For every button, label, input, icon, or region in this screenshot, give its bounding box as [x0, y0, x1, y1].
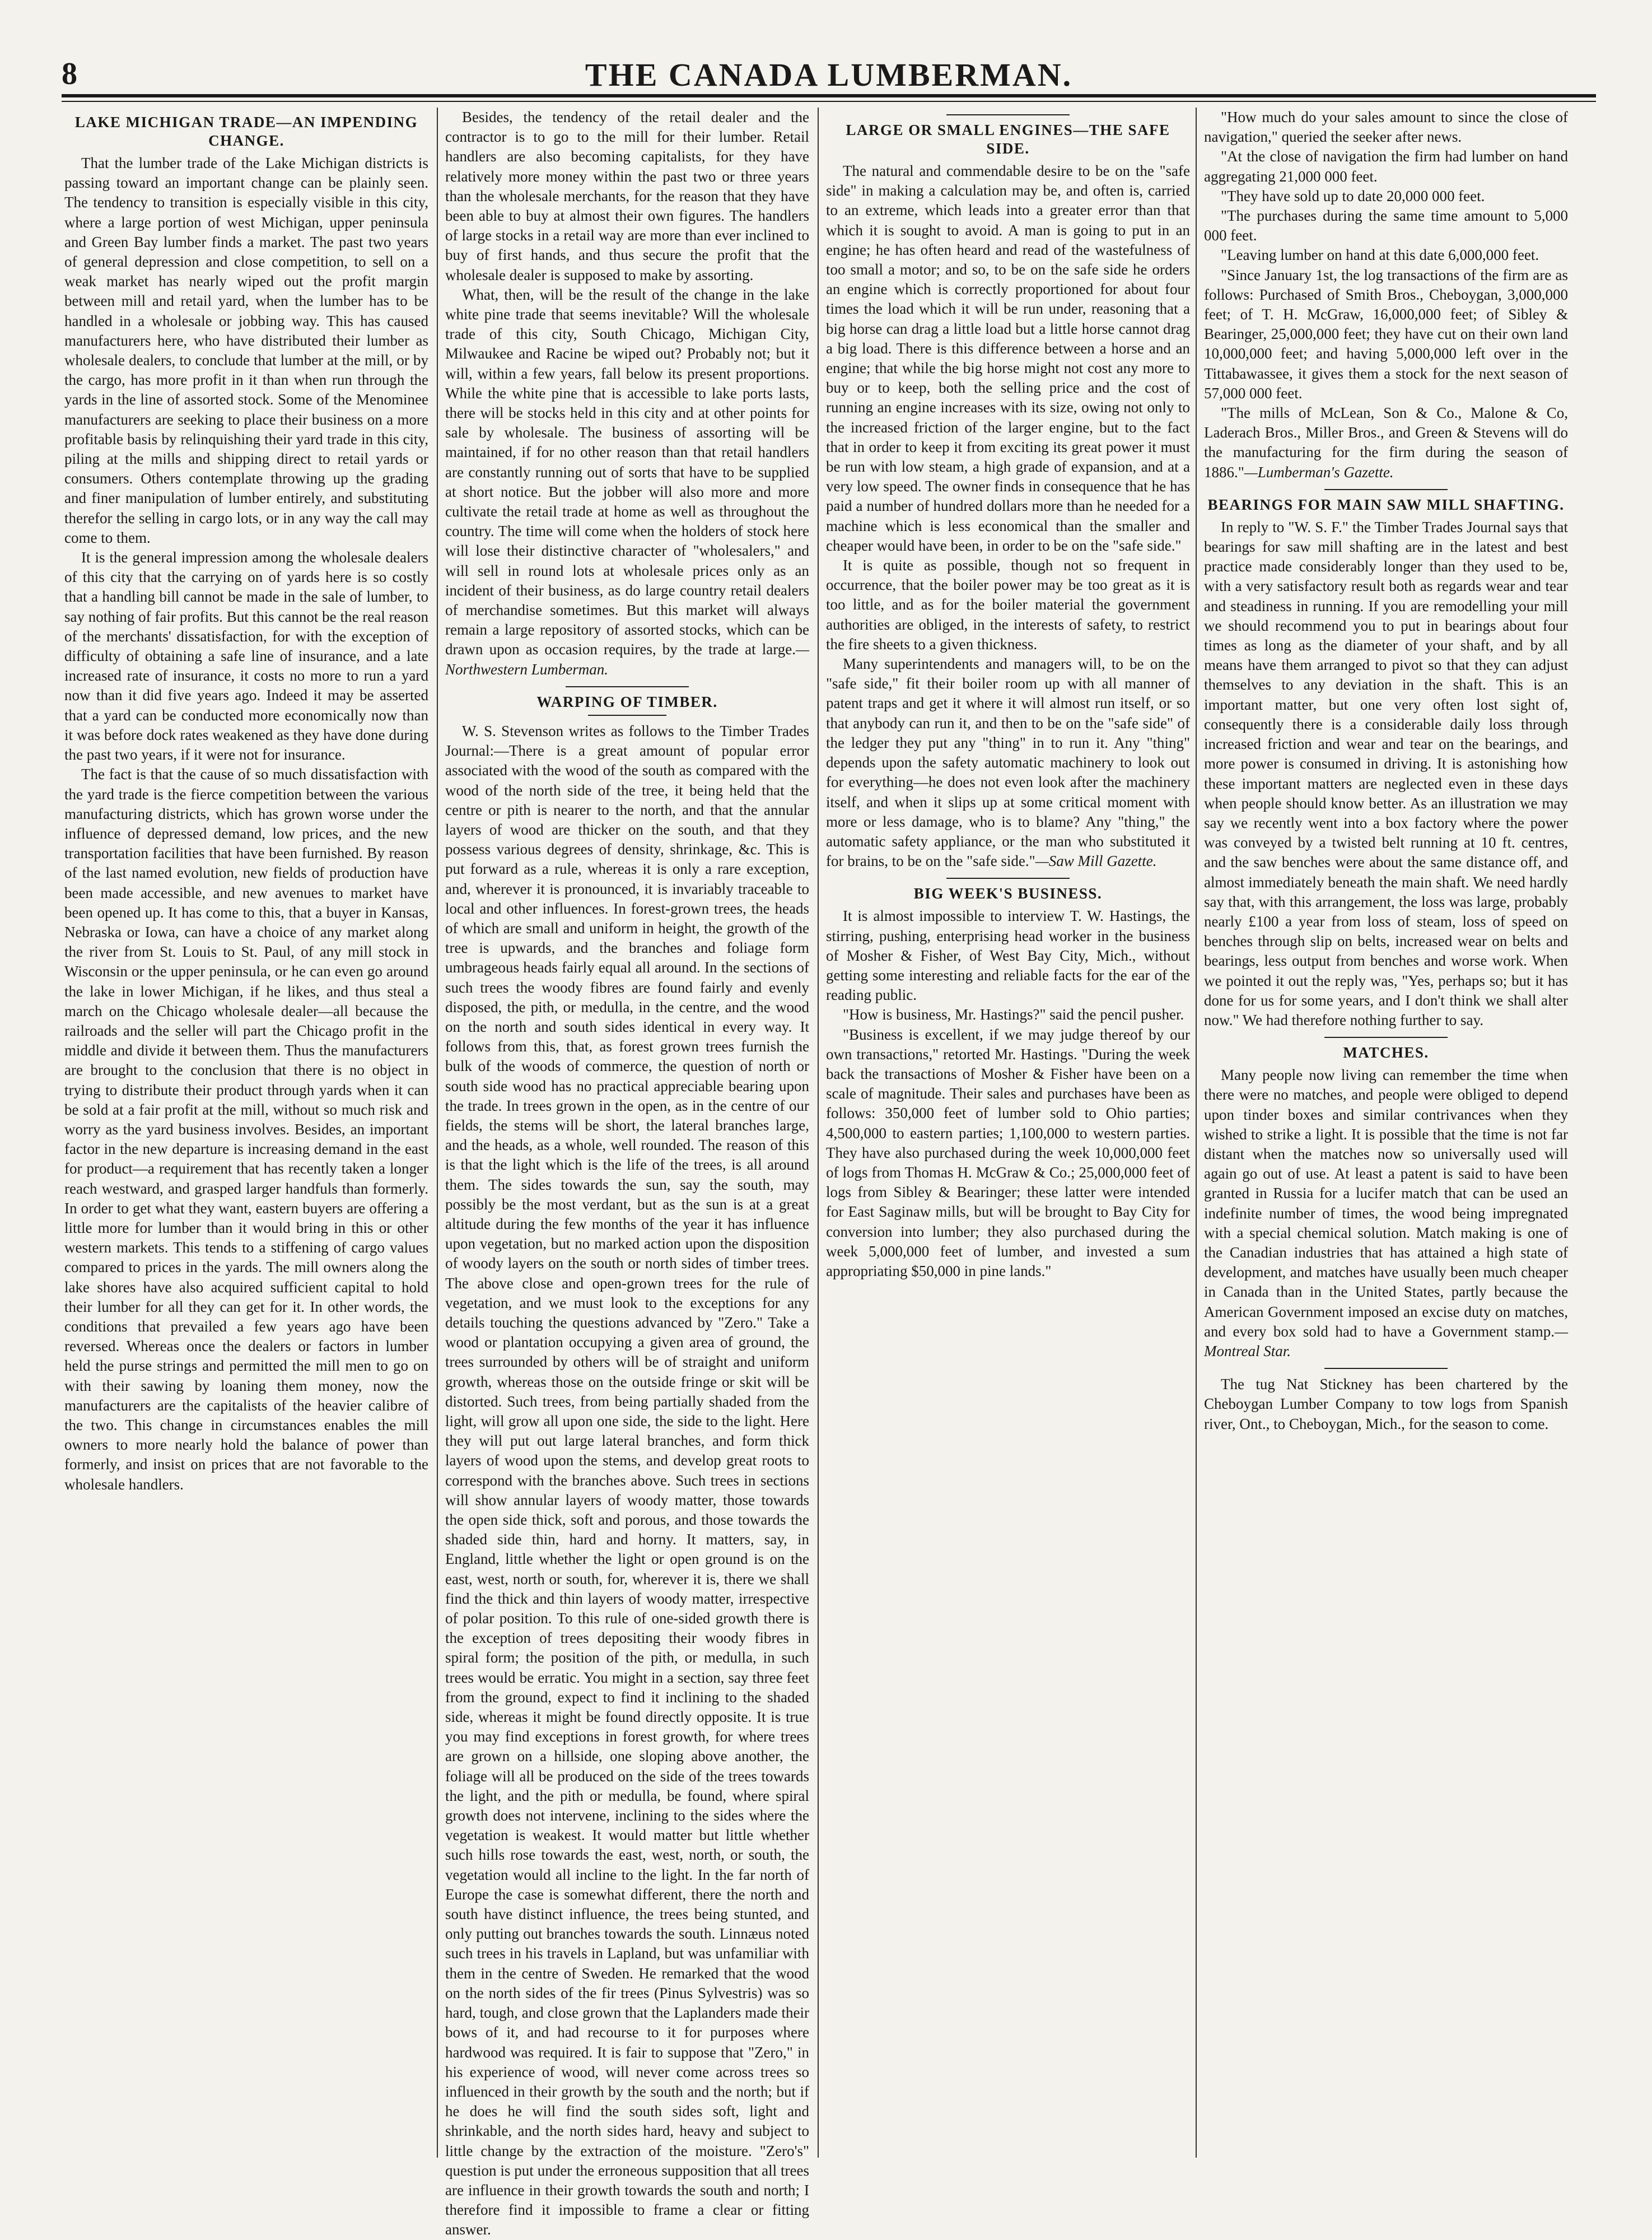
article-title: BEARINGS FOR MAIN SAW MILL SHAFTING. — [1207, 496, 1565, 513]
article-paragraph — [826, 654, 1190, 871]
article-paragraph: "They have sold up to date 20,000 000 feet. — [1221, 187, 1485, 204]
article-paragraph: "How is business, Mr. Hastings?" said the pencil pusher. — [843, 1006, 1184, 1023]
article-paragraph: It is the general impression among the wholesale dealers of this city that the carrying on of yards here is so costly that a handling bill cannot be made in the sale of lumber, to say nothing of fair profits. But this cannot be the real reason of the merchants' dissatisfaction, for with the exception of difficulty of obtaining a safe line of insurance, and a late increased rate of insurance, it costs no more to run a yard now than it did five years ago. Indeed it may be asserted that a yard can be conducted more economically now than it was before dock rates weakened as they have done during the past two years, if it were not for insurance. — [64, 549, 428, 763]
page-number: 8 — [62, 57, 77, 91]
article-credit: —Montreal Star. — [1204, 1322, 1568, 1359]
article-lake-michigan — [64, 113, 428, 1494]
article-separator — [946, 114, 1070, 115]
article-title: MATCHES. — [1343, 1044, 1429, 1061]
article-separator — [566, 686, 689, 687]
article-paragraph: It is quite as possible, though not so frequent in occurrence, that the boiler power may be too great as it is too little, and as for the boiler material the government authorities are obliged, in the interests of safety, to restrict the fire sheets to a given thickness. — [826, 557, 1190, 653]
article-paragraph: "At the close of navigation the firm had lumber on hand aggregating 21,000 000 feet. — [1204, 148, 1568, 185]
article-credit: —Lumberman's Gazette. — [1244, 463, 1394, 481]
column-2 — [445, 108, 809, 2238]
masthead: THE CANADA LUMBERMAN. — [585, 57, 1073, 93]
header-rule — [62, 94, 1596, 97]
column-divider — [1196, 108, 1197, 2158]
column-4 — [1204, 108, 1568, 2158]
article-credit: —Northwestern Lumberman. — [445, 641, 809, 678]
article-paragraph: "Since January 1st, the log transactions of the firm are as follows: Purchased of Smith Bros., Cheboygan, 3,000,000 feet; of T. H. McGraw, 16,000,000 feet; of Sibley & Bearinger, 25,000,000 feet; they have cut on their own land 10,000,000 feet; and having 5,000,000 left over in the Tittabawassee, it gives them a stock for the next season of 57,000 000 feet. — [1204, 266, 1568, 402]
article-paragraph: "How much do your sales amount to since the close of navigation," queried the seeker after news. — [1204, 109, 1568, 146]
article-separator — [1324, 1368, 1448, 1369]
article-paragraph — [445, 285, 809, 679]
column-divider — [818, 108, 819, 2158]
article-title: LARGE OR SMALL ENGINES—THE SAFE SIDE. — [846, 122, 1170, 157]
article-separator — [1324, 1037, 1448, 1038]
article-paragraph: Besides, the tendency of the retail dealer and the contractor is to go to the mill for their lumber. Retail handlers are also becoming capitalists, for they have relatively more money within the past two or three years than the wholesale merchants, for the reason that they have been able to buy at almost their own figures. The handlers of large stocks in a retail way are more than ever inclined to buy of first hands, and thus secure the profit that the wholesale dealer is supposed to make by assorting. — [445, 109, 809, 283]
article-paragraph: "Leaving lumber on hand at this date 6,000,000 feet. — [1221, 246, 1539, 264]
article-matches — [1204, 1044, 1568, 1361]
article-paragraph: "The purchases during the same time amount to 5,000 000 feet. — [1204, 207, 1568, 244]
article-title: WARPING OF TIMBER. — [536, 693, 718, 710]
column-1 — [64, 108, 428, 2158]
article-large-or-small-engines — [826, 121, 1190, 871]
article-text: Many superintendents and managers will, to be on the "safe side," fit their boiler room up with all manner of patent traps and get it where it will almost run itself, or so that anybody can run it, and then to be on the "safe side" of the ledger they put any "thing" in to run it. Any "thing" depends upon the safety automatic machinery to look out for everything—he does not even look after the machinery itself, and when it slips up at some critical moment with more or less damage, who is to blame? Any "thing," the automatic safety appliance, or the man who substituted it for brains, to be on the "safe side." — [826, 655, 1190, 870]
article-paragraph: The fact is that the cause of so much dissatisfaction with the yard trade is the fierce competition between the various manufacturing districts, which has grown worse under the influence of depressed demand, low prices, and the new transportation facilities that have been furnished. By reason of the last named evolution, new fields of production have been made accessible, and new avenues to market have been opened up. It has come to this, that a buyer in Kansas, Nebraska or Iowa, can have a choice of any market along the river from St. Louis to St. Paul, of any mill stock in Wisconsin or the upper peninsula, or he can even go around the lake in lower Michigan, if he likes, and thus steal a march on the Chicago wholesale dealer—all because the railroads and the seller will part the Chicago profit in the middle and divide it between them. Thus the manufacturers are brought to the conclusion that there is no object in trying to distribute their product through yards when it can be sold at a fair profit at the mill, without so much risk and worry as the yard business involves. Besides, an important factor in the new departure is increasing demand in the east for product—a requirement that has recently taken a longer reach westward, and grasped larger handfuls than formerly. In order to get what they want, eastern buyers are offering a little more for lumber than it would bring in this or other western markets. This tends to a stiffening of cargo values compared to prices in the yards. The mill owners along the lake shores have also acquired sufficient capital to hold their lumber for all they can get for it. In other words, the conditions that prevailed a few years ago have been reversed. Whereas once the dealers or factors in lumber held the purse strings and permitted the mill men to go on with their sawing by loaning them money, now the manufacturers are the capitalists of the heavier calibre of the two. This change in circumstances enables the mill owners to more nearly hold the balance of power than formerly, and insist on prices that are not favorable to the wholesale handlers. — [64, 766, 428, 1493]
article-paragraph: It is almost impossible to interview T. W. Hastings, the stirring, pushing, enterprising head worker in the business of Mosher & Fisher, of West Bay City, Mich., without getting some interesting and reliable facts for the ear of the reading public. — [826, 907, 1190, 1004]
article-paragraph: In reply to "W. S. F." the Timber Trades Journal says that bearings for saw mill shafting are in the latest and best practice made considerably longer than they used to be, with a very satisfactory result both as regards wear and tear and steadiness in running. If you are remodelling your mill we should recommend you to put in bearings about four times as long as the diameter of your shaft, and by all means have them arranged to pivot so that they can adjust themselves to any deviation in the shaft. This is an important matter, but one very often lost sight of, consequently there is a considerable daily loss through increased friction and wear and tear on the bearings, and more power is consumed in driving. It is astonishing how these important matters are neglected even in these days when people should know better. As an illustration we may say we recently went into a box factory where the power was conveyed by a twisted belt running at 10 ft. centres, and the saw benches were about the same distance off, and almost immediately beneath the main shaft. We need hardly say that, with this arrangement, the loss was large, probably nearly £100 a year from loss of steam, loss of speed on benches through slip on belts, increased wear on belts and bearings, less output from benches and worse work. When we pointed it out the reply was, "Yes, perhaps so; but it has done for us for some years, and I don't think we shall alter now." We had therefore nothing further to say. — [1204, 518, 1568, 1028]
article-warping-of-timber — [445, 693, 809, 2240]
article-text: Many people now living can remember the time when there were no matches, and people were obliged to depend upon tinder boxes and similar contrivances when they wished to strike a light. It is possible that the time is not far distant when the matches now so universally used will again go out of use. At least a patent is said to have been granted in Russia for a lucifer match that can be used an indefinite number of times, the wood being impregnated with a special chemical solution. Match making is one of the Canadian industries that has attained a high state of development, and matches have usually been much cheaper in Canada than in the United States, partly because the American Government imposed an excise duty on matches, and every box sold had to have a Government stamp. — [1204, 1067, 1568, 1340]
article-paragraph: The natural and commendable desire to be on the "safe side" in making a calculation may be, and often is, carried to an extreme, which leads into a greater error than that which it is sought to avoid. A man is going to put in an engine; he has often heard and read of the wastefulness of too small a motor; and so, to be on the safe side he orders an engine which is correctly proportioned for about four times the load which it will be run under, reasoning that a big horse can drag a little load but a little horse cannot drag a big load. There is this difference between a horse and an engine; that while the big horse might not cost any more to buy or to keep, both the selling price and the cost of running an engine increases with its size, owing not only to the increased friction of the larger engine, but to the fact that in order to keep it from exciting its great power it must be run with low steam, a high grade of expansion, and at a very low speed. The owner finds in consequence that he has paid a number of hundred dollars more than he needed for a machine which is less economical than the smaller and cheaper would have been, in order to be on the "safe side." — [826, 162, 1190, 554]
article-paragraph: W. S. Stevenson writes as follows to the Timber Trades Journal:—There is a great amount of popular error associated with the wood of the south as compared with the wood of the north side of the tree, it being held that the centre or pith is nearer to the north, and that the annular layers of wood are thicker on the south, and that they possess various degrees of density, shrinkage, &c. This is put forward as a rule, whereas it is only a rare exception, and, wherever it is pronounced, it is invariably traceable to local and other influences. In forest-grown trees, the heads of which are small and uniform in height, the growth of the tree is upwards, and the branches and foliage form umbrageous heads fairly equal all around. In the sections of such trees the woody fibres are found fairly and evenly disposed, the pith, or medulla, in the centre, and the wood on the north and south sides identical in every way. It follows from this, that, as forest grown trees furnish the bulk of the woods of commerce, the question of north or south side wood has no practical appreciable bearing upon the trade. In trees grown in the open, as in the centre of our fields, the stems will be short, the lateral branches large, and the heads, as a whole, well rounded. The reason of this is that the light which is the life of the trees, is all around them. The sides towards the sun, say the south, may possibly be the most verdant, but as the sun is at a great altitude during the few months of the year it has influence upon vegetation, but no marked action upon the disposition of woody layers on the south or north sides of timber trees. The above close and open-grown trees for the rule of vegetation, and we must look to the exceptions for any details touching the questions advanced by "Zero." Take a wood or plantation occupying a given area of ground, the trees surrounded by others will be of straight and uniform growth, whereas those on the outside fringe or skit will be distorted. Such trees, from being partially shaded from the light, will grow all upon one side, the side to the light. Here they will put out large lateral branches, and form thick layers of wood upon the stems, and develop great roots to correspond with the branches above. Such trees in sections will show annular layers of woody matter, those towards the open side thick, soft and porous, and those towards the shaded side thin, hard and horny. It matters, say, in England, little whether the light or open ground is on the east, west, north or south, for, wherever it is, there we shall find the thick and thin layers of woody matter, irrespective of polar position. To this rule of one-sided growth there is the exception of trees depositing their woody fibres in spiral form; the position of the pith, or medulla, in such trees would be erratic. You might in a section, say three feet from the ground, expect to find it inclining to the shaded side, whereas it might be found directly opposite. It is true you may find exceptions in forest growth, for where trees are grown on a hillside, one sloping above another, the foliage will all be produced on the side of the trees towards the light, and the pith or medulla, be found, where spiral growth does not intervene, inclining to the sides where the vegetation is weakest. It would matter but little whether such hills rose towards the east, west, north, or south, the vegetation would all incline to the light. In the far north of Europe the case is somewhat different, there the north and south have distinct influence, the trees being stunted, and only putting out branches towards the south. Linnæus noted such trees in his travels in Lapland, but was unfamiliar with them in the centre of Sweden. He remarked that the wood on the north sides of the fir trees (Pinus Sylvestris) was so hard, tough, and close grown that the Laplanders made their bows of it, and had recourse to it for purposes where hardwood was required. It is fair to suppose that "Zero," in his experience of wood, will never come across trees so influenced in their growth by the south and the north; but if he does he will find the south sides soft, light and shrinkable, and the north sides hard, heavy and subject to little change by the extraction of the moisture. "Zero's" question is put under the erroneous supposition that all trees are influence in their growth towards the south and north; I therefore find it impossible to frame a clear or fitting answer. — [445, 722, 809, 2238]
article-paragraph — [1204, 403, 1568, 482]
article-separator — [946, 878, 1070, 879]
title-rule — [588, 715, 666, 716]
column-3 — [826, 108, 1190, 2158]
article-title: LAKE MICHIGAN TRADE—AN IMPENDING CHANGE. — [74, 114, 418, 149]
page-header — [62, 56, 1596, 98]
article-text: "The mills of McLean, Son & Co., Malone & Co, Laderach Bros., Miller Bros., and Green & Stevens will do the manufacturing for the firm during the season of 1886." — [1204, 404, 1568, 481]
column-divider — [437, 108, 438, 2158]
article-tug-note — [1204, 1375, 1568, 1434]
article-credit: —Saw Mill Gazette. — [1035, 853, 1157, 870]
article-paragraph: "Business is excellent, if we may judge thereof by our own transactions," retorted Mr. Hastings. "During the week back the transactions of Mosher & Fisher have been on a scale of magnitude. Their sales and purchases have been as follows: 350,000 feet of lumber sold to Ohio parties; 4,500,000 to eastern parties; 1,100,000 to western parties. They have also purchased during the week 10,000,000 feet of logs from Thomas H. McGraw & Co.; 25,000,000 feet of logs from Sibley & Bearinger; these latter were intended for East Saginaw mills, but will be brought to Bay City for conversion into lumber; they also purchased during the week 5,000,000 feet of lumber, and invested a sum appropriating $50,000 in pine lands." — [826, 1026, 1190, 1279]
article-big-weeks-business — [826, 884, 1190, 1281]
article-text: What, then, will be the result of the change in the lake white pine trade that seems inevitable? Will the wholesale trade of this city, South Chicago, Michigan City, Milwaukee and Racine be wiped out? Probably not; but it will, within a few years, fall below its present proportions. While the white pine that is accessible to lake ports lasts, there will be stocks held in this city and at other points for sale by wholesale. The business of assorting will be maintained, if for no other reason than that retail handlers are constantly running out of sorts that have to be supplied at short notice. But the jobber will also more and more cultivate the retail trade at home as well as throughout the country. The time will come when the holders of stock here will lose their distinctive character of "wholesalers," and will sell in round lots at wholesale prices only as an incident of their business, as do large country retail dealers of merchandise sometimes. But this market will always remain a large repository of assorted stocks, which can be drawn upon as occasion requires, by the trade at large. — [445, 286, 809, 658]
article-title: BIG WEEK'S BUSINESS. — [913, 885, 1103, 902]
article-bearings — [1204, 496, 1568, 1030]
header-rule-thin — [62, 101, 1596, 102]
article-paragraph — [1204, 1065, 1568, 1361]
article-paragraph: The tug Nat Stickney has been chartered by the Cheboygan Lumber Company to tow logs from Spanish river, Ont., to Cheboygan, Mich., for the season to come. — [1204, 1376, 1568, 1432]
article-separator — [1324, 489, 1448, 490]
article-paragraph: That the lumber trade of the Lake Michigan districts is passing toward an important change can be plainly seen. The tendency to transition is especially visible in this city, where a large portion of west Michigan, upper peninsula and Green Bay lumber finds a market. The past two years of general depression and close competition, to sell on a weak market has nearly wiped out the profit margin between mill and retail yard, when the lumber has to be handled in a wholesale or jobbing way. This has caused manufacturers here, who have distributed their lumber as wholesale dealers, to conclude that lumber at the mill, or by the cargo, has more profit in it than when run through the yards in the line of assorted stock. Some of the Menominee manufacturers are seeking to place their business on a more profitable basis by relinquishing their yard trade in this city, piling at the mills and shipping direct to retail yards or consumers. Others contemplate throwing up the grading and finer manipulation of lumber entirely, and substituting therefor the selling in cargo lots, or in any way the call may come to them. — [64, 155, 428, 546]
